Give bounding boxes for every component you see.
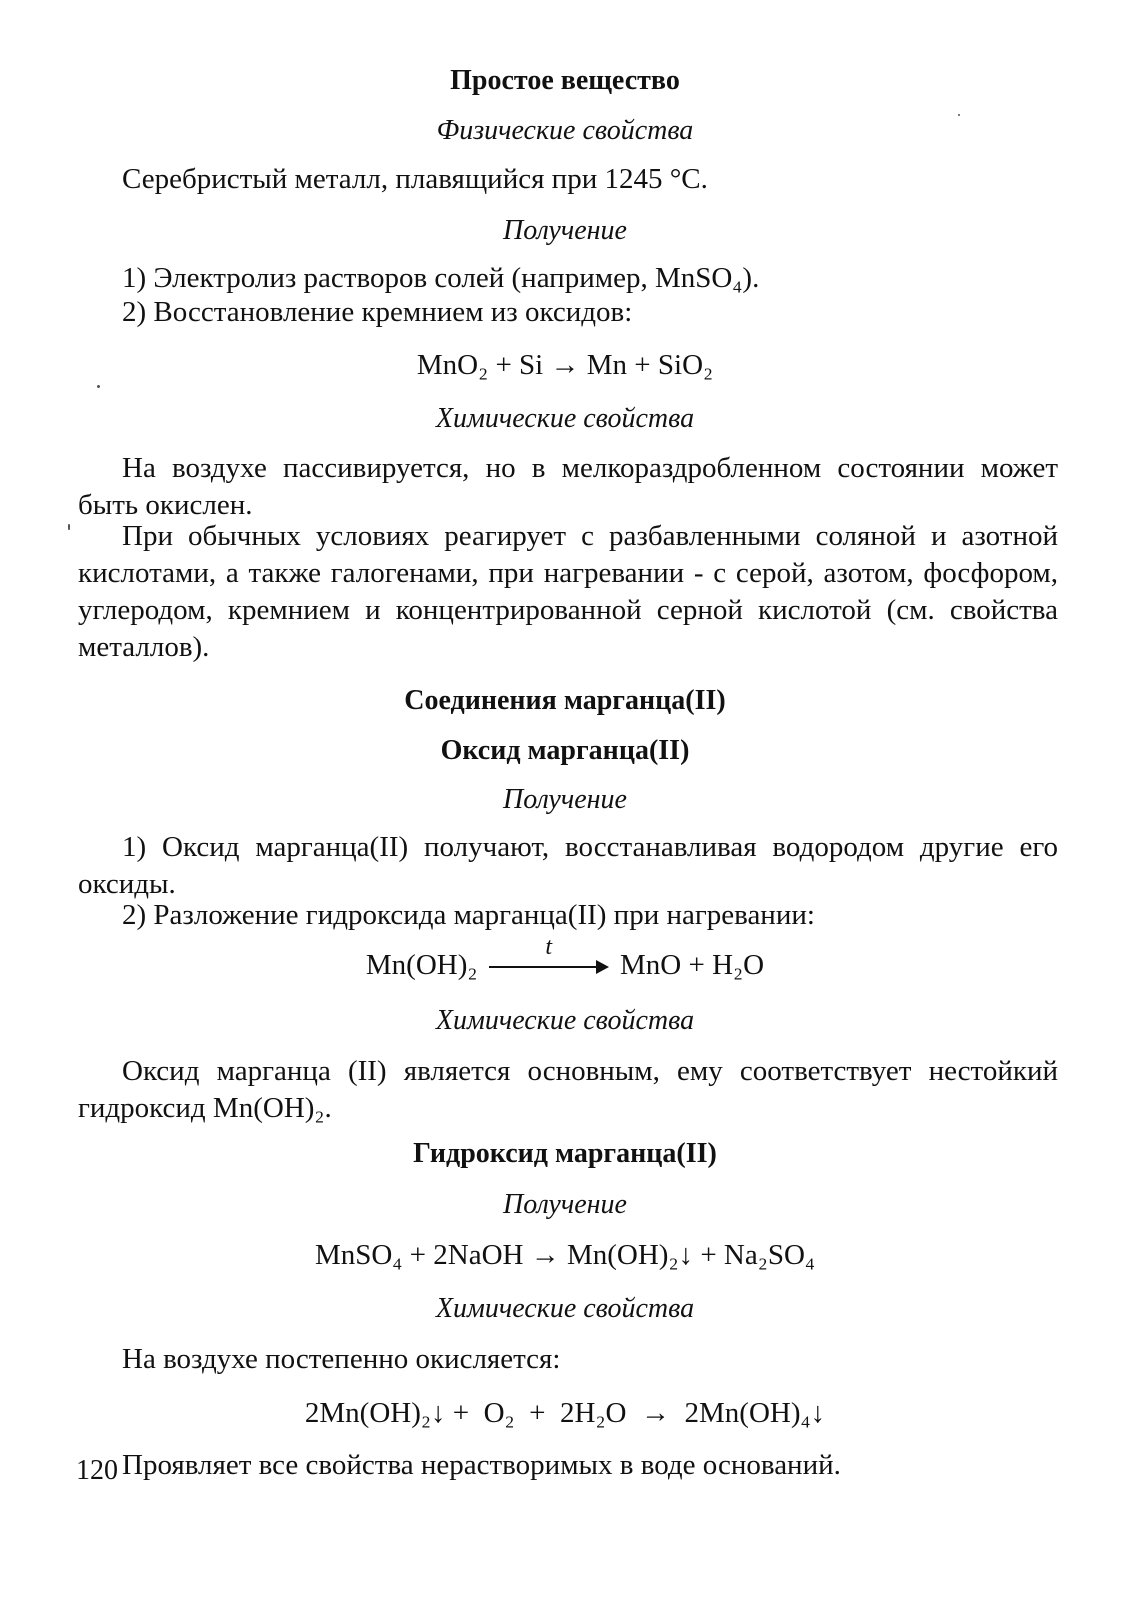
passivation-text: На воздухе пассивируется, но в мелкораздробленном состоянии может быть окислен. bbox=[78, 452, 1058, 521]
obtaining-item-1: 1) Электролиз растворов солей (например, MnSO₄). bbox=[122, 262, 760, 294]
oxide-chemical-properties-subheading: Химические свойства bbox=[435, 1005, 695, 1036]
oxidation-equation: 2Mn(OH)₂↓ + O₂ + 2H₂O → 2Mn(OH)₄↓ bbox=[304, 1397, 826, 1429]
oxide-obtaining-item-2: 2) Разложение гидроксида марганца(II) при нагревании: bbox=[122, 899, 815, 931]
oxide-basic-paragraph bbox=[78, 1053, 1058, 1127]
reactivity-paragraph bbox=[78, 518, 1058, 666]
scan-speck bbox=[68, 524, 70, 530]
compounds-heading: Соединения марганца(II) bbox=[404, 685, 726, 716]
hydroxide-heading: Гидроксид марганца(II) bbox=[413, 1138, 717, 1169]
oxide-basic-text: Оксид марганца (II) является основным, ему соответствует нестойкий гидроксид Mn(OH)₂. bbox=[78, 1055, 1058, 1124]
passivation-paragraph bbox=[78, 450, 1058, 524]
decomposition-products: MnO + H₂O bbox=[620, 949, 765, 981]
arrow-shaft bbox=[489, 966, 599, 968]
scan-speck bbox=[97, 385, 100, 388]
scan-speck bbox=[958, 114, 960, 116]
reactivity-text: При обычных условиях реагирует с разбавленными соляной и азотной кислотами, а также галогенами, при нагревании - с серой, азотом, фосфором, углеродом, кремнием и концентрированной серной кислотой (см. свойства металлов). bbox=[78, 520, 1058, 663]
physical-properties-subheading: Физические свойства bbox=[436, 115, 694, 146]
silicon-reduction-equation: MnO₂ + Si → Mn + SiO₂ bbox=[416, 349, 714, 381]
page-number: 120 bbox=[76, 1455, 118, 1486]
hydroxide-obtaining-subheading: Получение bbox=[503, 1189, 627, 1220]
obtaining-subheading: Получение bbox=[503, 215, 627, 246]
arrow-head bbox=[596, 960, 609, 974]
chemical-properties-subheading: Химические свойства bbox=[435, 403, 695, 434]
decomposition-equation bbox=[80, 934, 1050, 984]
simple-substance-heading: Простое вещество bbox=[450, 65, 680, 96]
oxide-heading: Оксид марганца(II) bbox=[440, 735, 690, 766]
heating-condition-label: t bbox=[545, 934, 553, 961]
insoluble-base-properties-text: Проявляет все свойства нерастворимых в воде оснований. bbox=[122, 1449, 841, 1481]
oxide-obtaining-subheading: Получение bbox=[503, 784, 627, 815]
physical-properties-text: Серебристый металл, плавящийся при 1245 °С. bbox=[122, 163, 708, 195]
heating-arrow-icon bbox=[489, 934, 609, 977]
decomposition-reactant: Mn(OH)₂ bbox=[365, 949, 478, 981]
obtaining-item-2: 2) Восстановление кремнием из оксидов: bbox=[122, 296, 633, 328]
oxide-obtaining-text: 1) Оксид марганца(II) получают, восстанавливая водородом другие его оксиды. bbox=[78, 831, 1058, 900]
oxide-obtaining-paragraph bbox=[78, 829, 1058, 903]
hydroxide-obtaining-equation: MnSO₄ + 2NaOH → Mn(OH)₂↓ + Na₂SO₄ bbox=[314, 1239, 816, 1271]
air-oxidation-text: На воздухе постепенно окисляется: bbox=[122, 1343, 561, 1375]
hydroxide-chemical-properties-subheading: Химические свойства bbox=[435, 1293, 695, 1324]
